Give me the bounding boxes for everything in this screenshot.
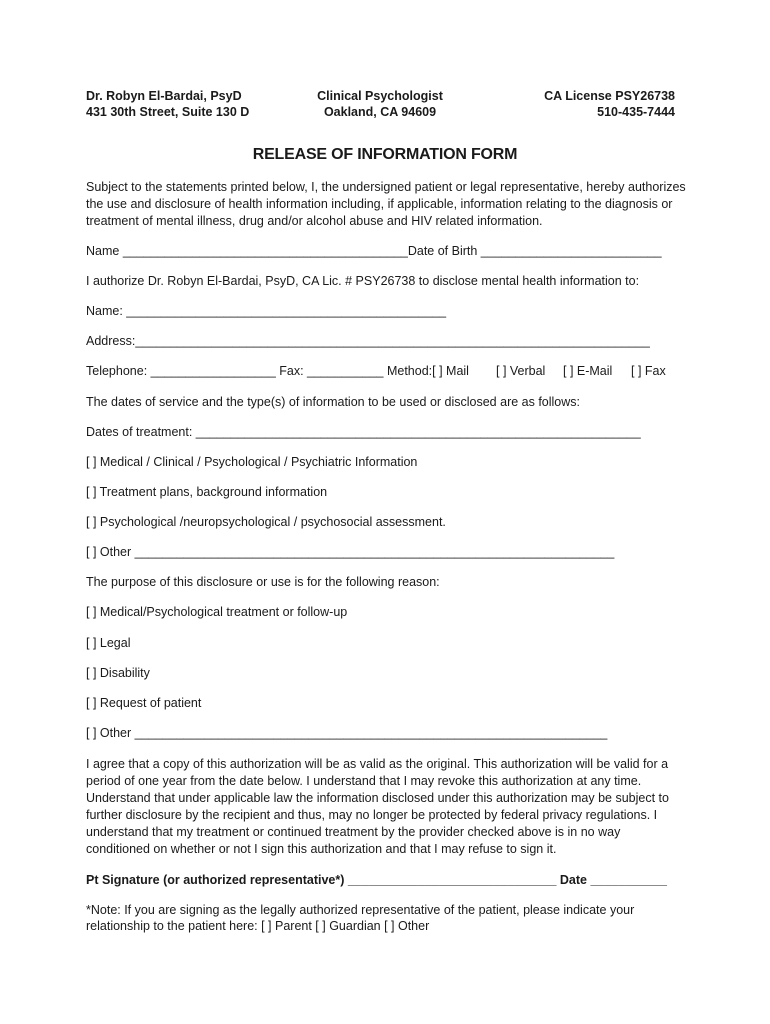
purpose-other-checkbox[interactable]: [ ] Other ____________________________________________________________________ [86, 726, 608, 740]
agreement-line: understand that my treatment or continued treatment by the provider checked above is in no way [86, 825, 621, 839]
form-body [86, 0, 686, 1024]
info-type-treatment-plans-checkbox[interactable]: [ ] Treatment plans, background information [86, 485, 328, 499]
signature-date-line[interactable]: Pt Signature (or authorized representative*) ______________________________ Date ___________ [86, 873, 667, 887]
agreement-line: Understand that under applicable law the information disclosed under this authorization may be subject to [86, 791, 669, 805]
relationship-checkboxes[interactable]: relationship to the patient here: [ ] Parent [ ] Guardian [ ] Other [86, 919, 430, 933]
agreement-line: I agree that a copy of this authorization will be as valid as the original. This authorization will be valid for a [86, 757, 669, 771]
dates-of-treatment-field[interactable]: Dates of treatment: ________________________________________________________________ [86, 425, 641, 439]
purpose-disability-checkbox[interactable]: [ ] Disability [86, 666, 150, 680]
purpose-intro: The purpose of this disclosure or use is for the following reason: [86, 575, 440, 589]
recipient-address-field[interactable]: Address:__________________________________________________________________________ [86, 334, 650, 348]
license-number: CA License PSY26738 [544, 89, 675, 103]
method-email-checkbox[interactable]: [ ] E-Mail [563, 364, 613, 378]
authorize-statement: I authorize Dr. Robyn El-Bardai, PsyD, CA Lic. # PSY26738 to disclose mental health information to: [86, 274, 640, 288]
purpose-treatment-checkbox[interactable]: [ ] Medical/Psychological treatment or follow-up [86, 605, 348, 619]
purpose-request-checkbox[interactable]: [ ] Request of patient [86, 696, 202, 710]
name-dob-line[interactable]: Name _________________________________________Date of Birth __________________________ [86, 244, 662, 258]
telephone-fax-method-line [86, 363, 686, 379]
dates-intro: The dates of service and the type(s) of information to be used or disclosed are as follows: [86, 395, 581, 409]
intro-paragraph: Subject to the statements printed below, I, the undersigned patient or legal representative, hereby authorizes the use and disclosure of health information including, if applicable, information relating to the diagnosis or treatment of mental illness, drug and/or alcohol abuse and HIV related information. [86, 180, 686, 228]
provider-title: Clinical Psychologist [317, 89, 443, 103]
telephone-fax-field[interactable]: Telephone: __________________ Fax: ___________ Method:[ ] Mail [86, 364, 469, 378]
info-type-assessment-checkbox[interactable]: [ ] Psychological /neuropsychological / psychosocial assessment. [86, 515, 446, 529]
purpose-legal-checkbox[interactable]: [ ] Legal [86, 636, 131, 650]
provider-name: Dr. Robyn El-Bardai, PsyD [86, 89, 242, 103]
provider-city: Oakland, CA 94609 [323, 105, 437, 119]
representative-note: *Note: If you are signing as the legally authorized representative of the patient, please indicate your [86, 903, 635, 917]
provider-address: 431 30th Street, Suite 130 D [86, 105, 250, 119]
method-verbal-checkbox[interactable]: [ ] Verbal [496, 364, 546, 378]
method-fax-checkbox[interactable]: [ ] Fax [631, 364, 666, 378]
info-type-medical-checkbox[interactable]: [ ] Medical / Clinical / Psychological / Psychiatric Information [86, 455, 418, 469]
phone-number: 510-435-7444 [597, 105, 675, 119]
form-title: RELEASE OF INFORMATION FORM [252, 146, 518, 163]
agreement-line: period of one year from the date below. I understand that I may revoke this authorization at any time. [86, 774, 642, 788]
agreement-line: further disclosure by the recipient and thus, may no longer be protected by federal privacy regulations. I [86, 808, 658, 822]
recipient-name-field[interactable]: Name: ______________________________________________ [86, 304, 447, 318]
agreement-line: conditioned on whether or not I sign this authorization and that I may refuse to sign it. [86, 842, 557, 856]
info-type-other-checkbox[interactable]: [ ] Other _____________________________________________________________________ [86, 545, 615, 559]
